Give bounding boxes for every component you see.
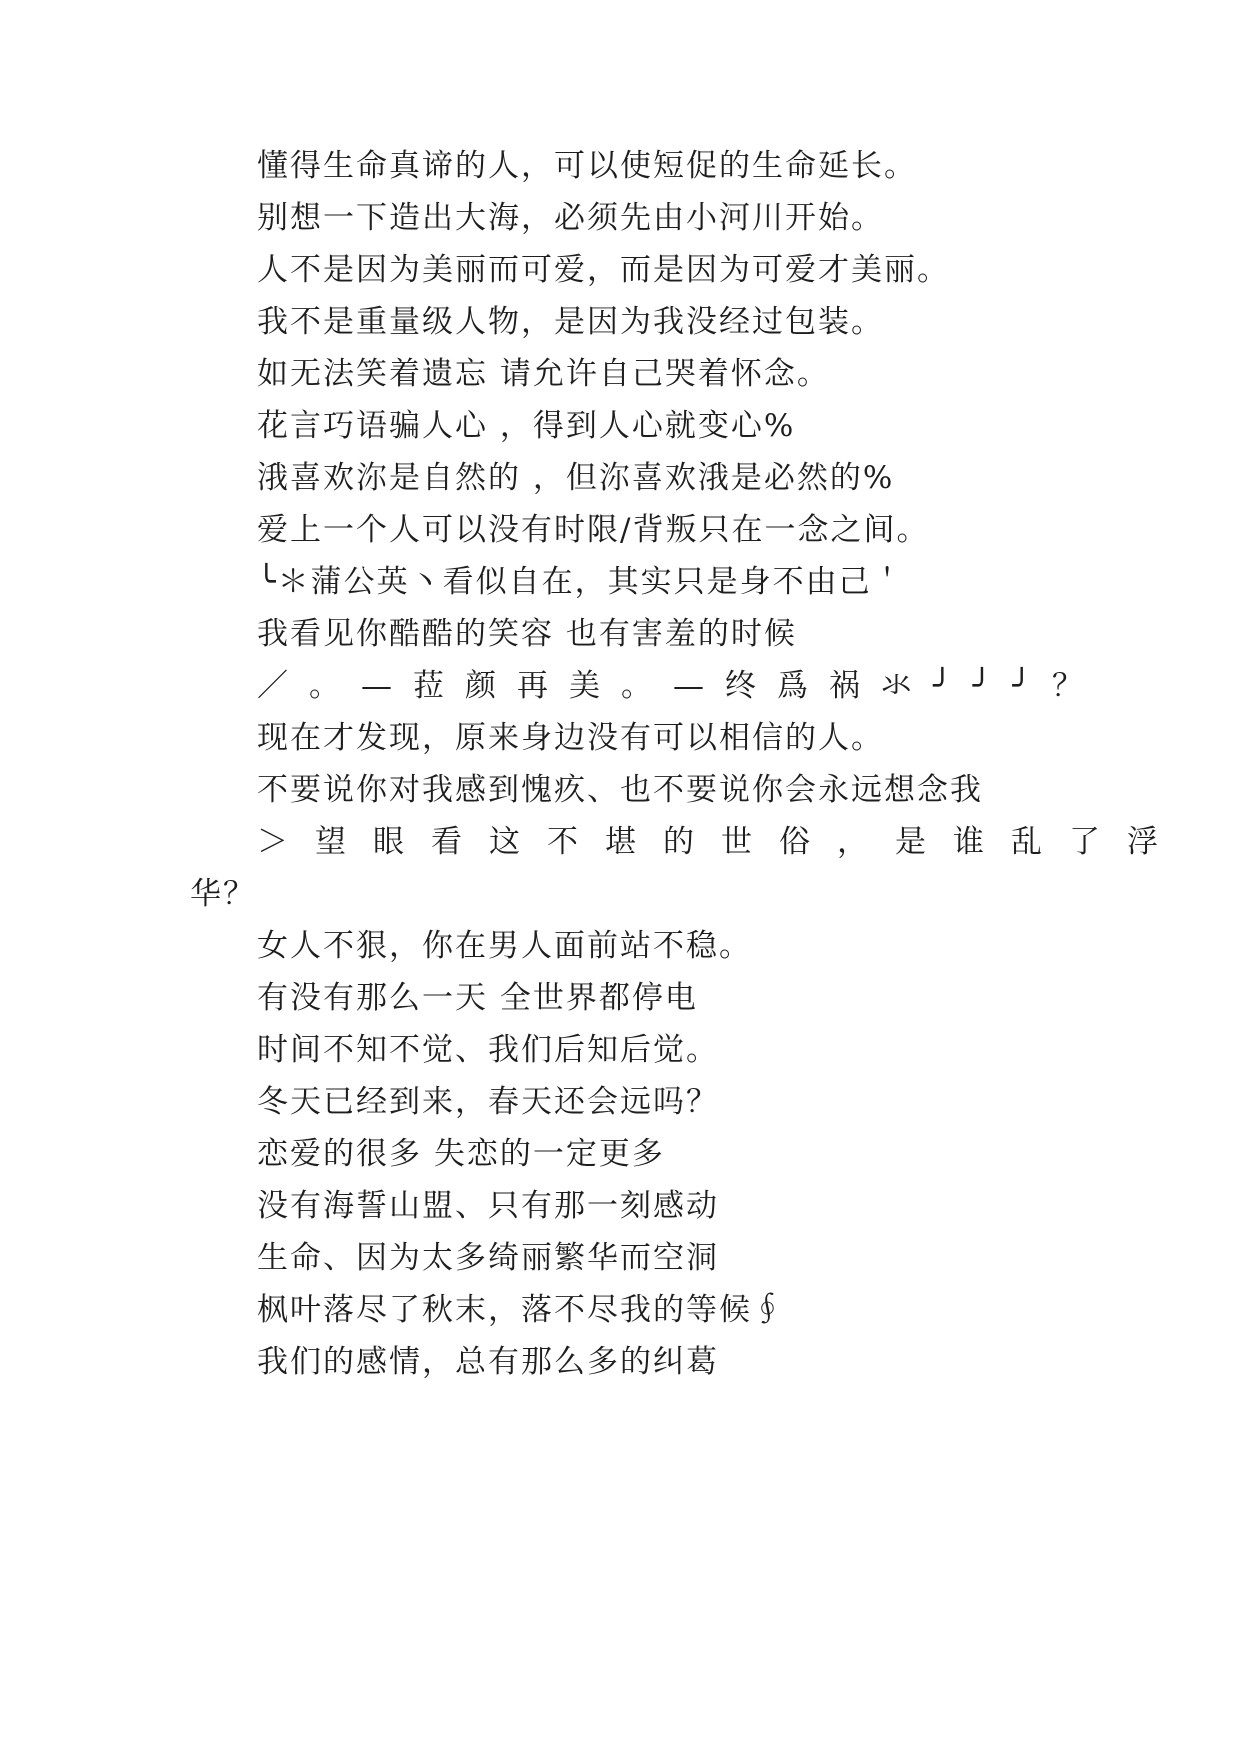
text-line: 别想一下造出大海，必须先由小河川开始。 [257,200,884,236]
text-line: 现在才发现，原来身边没有可以相信的人。 [257,720,884,756]
text-line: 我们的感情，总有那么多的纠葛 [257,1344,719,1380]
text-line: ／。—菈颜再美。—终爲祸氺╯╯╯？ [257,668,1104,704]
text-line: 冬天已经到来，春天还会远吗？ [257,1084,719,1120]
text-line: 时间不知不觉、我们后知后觉。 [257,1032,719,1068]
text-line: 没有海誓山盟、只有那一刻感动 [257,1188,719,1224]
text-line: 华？ [190,876,256,912]
text-line: 生命、因为太多绮丽繁华而空洞 [257,1240,719,1276]
text-line: 枫叶落尽了秋末，落不尽我的等候∮ [257,1292,785,1328]
text-line: 花言巧语骗人心 ，得到人心就变心% [257,408,796,444]
text-line: 爱上一个人可以没有时限/背叛只在一念之间。 [257,512,930,548]
text-line: 如无法笑着遗忘 请允许自己哭着怀念。 [257,356,830,392]
text-line: 涐喜欢沵是自然的 ，但沵喜欢涐是必然的% [257,460,895,496]
text-line: 懂得生命真谛的人，可以使短促的生命延长。 [257,148,917,184]
text-line: 不要说你对我感到愧疚、也不要说你会永远想念我 [257,772,983,808]
text-line: 恋爱的很多 失恋的一定更多 [257,1136,665,1172]
text-line: 我不是重量级人物，是因为我没经过包装。 [257,304,884,340]
text-line: 女人不狠，你在男人面前站不稳。 [257,928,752,964]
text-line: 人不是因为美丽而可爱，而是因为可爱才美丽。 [257,252,950,288]
text-line: 我看见你酷酷的笑容 也有害羞的时候 [257,616,797,652]
text-line: ╰＊蒲公英丶看似自在，其实只是身不由己＇ [257,564,905,600]
text-line: ＞望眼看这不堪的世俗，是谁乱了浮 [257,824,1185,860]
text-line: 有没有那么一天 全世界都停电 [257,980,698,1016]
